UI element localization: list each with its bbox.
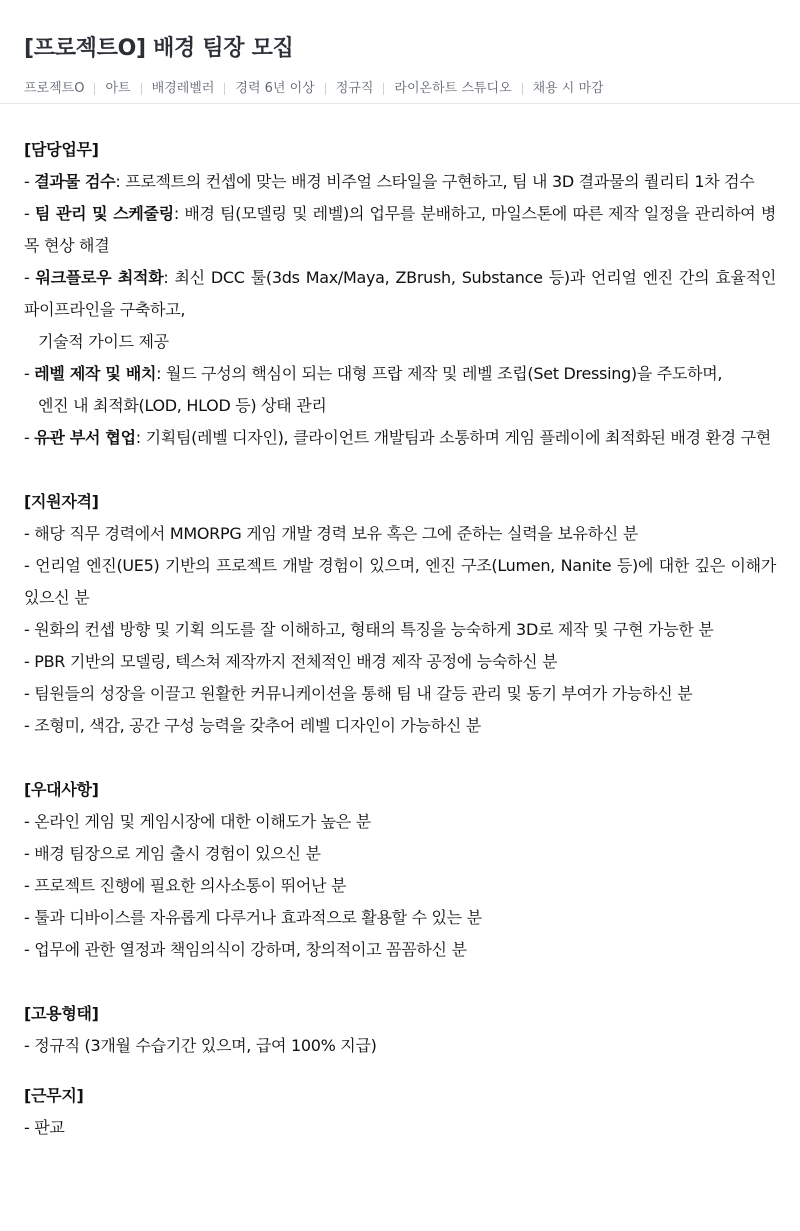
qualification-item: - 언리얼 엔진(UE5) 기반의 프로젝트 개발 경험이 있으며, 엔진 구조(Lumen, Nanite 등)에 대한 깊은 이해가 있으신 분 — [24, 556, 776, 607]
section-qualifications — [24, 486, 776, 742]
section-title: [근무지] — [24, 1086, 84, 1105]
duty-item: - 팀 관리 및 스케줄링: 배경 팀(모델링 및 레벨)의 업무를 분배하고, 마일스톤에 따른 제작 일정을 관리하여 병목 현상 해결 — [24, 204, 777, 255]
section-title: [우대사항] — [24, 780, 99, 799]
duty-label: 유관 부서 협업 — [34, 428, 136, 447]
qualification-item: - 해당 직무 경력에서 MMORPG 게임 개발 경력 보유 혹은 그에 준하는 실력을 보유하신 분 — [24, 524, 638, 543]
qualification-item: - 원화의 컨셉 방향 및 기획 의도를 잘 이해하고, 형태의 특징을 능숙하게 3D로 제작 및 구현 가능한 분 — [24, 620, 714, 639]
meta-divider — [94, 83, 95, 95]
preferred-item: - 프로젝트 진행에 필요한 의사소통이 뛰어난 분 — [24, 876, 347, 895]
section-title: [지원자격] — [24, 492, 99, 511]
location-item: - 판교 — [24, 1118, 65, 1137]
job-meta-tags — [24, 80, 776, 98]
duty-text: : 배경 팀(모델링 및 레벨)의 업무를 분배하고, 마일스톤에 따른 제작 일정을 관리하여 병목 현상 해결 — [24, 204, 777, 255]
qualification-item: - PBR 기반의 모델링, 텍스쳐 제작까지 전체적인 배경 제작 공정에 능숙하신 분 — [24, 652, 558, 671]
duty-item: - 레벨 제작 및 배치: 월드 구성의 핵심이 되는 대형 프랍 제작 및 레벨 조립(Set Dressing)을 주도하며, — [24, 364, 723, 383]
preferred-item: - 배경 팀장으로 게임 출시 경험이 있으신 분 — [24, 844, 321, 863]
duty-item: - 유관 부서 협업: 기획팀(레벨 디자인), 클라이언트 개발팀과 소통하며 게임 플레이에 최적화된 배경 환경 구현 — [24, 428, 771, 447]
qualification-item: - 팀원들의 성장을 이끌고 원활한 커뮤니케이션을 통해 팀 내 갈등 관리 및 동기 부여가 가능하신 분 — [24, 684, 693, 703]
meta-divider — [325, 83, 326, 95]
duty-item: - 워크플로우 최적화: 최신 DCC 툴(3ds Max/Maya, ZBrush, Substance 등)과 언리얼 엔진 간의 효율적인 파이프라인을 구축하고, — [24, 268, 776, 319]
meta-divider — [522, 83, 523, 95]
duty-label: 결과물 검수 — [34, 172, 116, 191]
meta-deadline: 채용 시 마감 — [532, 81, 604, 96]
preferred-item: - 온라인 게임 및 게임시장에 대한 이해도가 높은 분 — [24, 812, 371, 831]
duty-item: - 결과물 검수: 프로젝트의 컨셉에 맞는 배경 비주얼 스타일을 구현하고, 팀 내 3D 결과물의 퀄리티 1차 검수 — [24, 172, 755, 191]
duty-continuation: 엔진 내 최적화(LOD, HLOD 등) 상태 관리 — [38, 396, 327, 415]
section-location — [24, 1080, 776, 1144]
meta-divider — [141, 83, 142, 95]
meta-project: 프로젝트O — [24, 81, 85, 96]
section-preferred — [24, 774, 776, 966]
preferred-item: - 툴과 디바이스를 자유롭게 다루거나 효과적으로 활용할 수 있는 분 — [24, 908, 482, 927]
qualification-item: - 조형미, 색감, 공간 구성 능력을 갖추어 레벨 디자인이 가능하신 분 — [24, 716, 481, 735]
duty-text: : 프로젝트의 컨셉에 맞는 배경 비주얼 스타일을 구현하고, 팀 내 3D 결과물의 퀄리티 1차 검수 — [115, 172, 755, 191]
meta-employment-type: 정규직 — [335, 81, 374, 96]
meta-company: 라이온하트 스튜디오 — [394, 81, 512, 96]
meta-experience: 경력 6년 이상 — [235, 81, 315, 96]
page-title: [프로젝트O] 배경 팀장 모집 — [24, 36, 294, 61]
duty-text: : 월드 구성의 핵심이 되는 대형 프랍 제작 및 레벨 조립(Set Dressing)을 주도하며, — [156, 364, 723, 383]
meta-job-role: 배경레벨러 — [151, 81, 215, 96]
section-title: [담당업무] — [24, 140, 99, 159]
meta-divider — [383, 83, 384, 95]
duty-label: 레벨 제작 및 배치 — [34, 364, 157, 383]
duty-label: 팀 관리 및 스케줄링 — [34, 204, 174, 223]
duty-continuation: 기술적 가이드 제공 — [38, 332, 169, 351]
preferred-item: - 업무에 관한 열정과 책임의식이 강하며, 창의적이고 꼼꼼하신 분 — [24, 940, 467, 959]
job-description — [0, 104, 800, 1144]
employment-item: - 정규직 (3개월 수습기간 있으며, 급여 100% 지급) — [24, 1036, 377, 1055]
section-employment — [24, 998, 776, 1062]
duty-label: 워크플로우 최적화 — [35, 268, 164, 287]
section-duties — [24, 134, 776, 454]
meta-divider — [224, 83, 225, 95]
job-header — [0, 0, 800, 104]
section-title: [고용형태] — [24, 1004, 99, 1023]
duty-text: : 최신 DCC 툴(3ds Max/Maya, ZBrush, Substance 등)과 언리얼 엔진 간의 효율적인 파이프라인을 구축하고, — [24, 268, 776, 319]
duty-text: : 기획팀(레벨 디자인), 클라이언트 개발팀과 소통하며 게임 플레이에 최적화된 배경 환경 구현 — [135, 428, 771, 447]
meta-job-group: 아트 — [105, 81, 131, 96]
